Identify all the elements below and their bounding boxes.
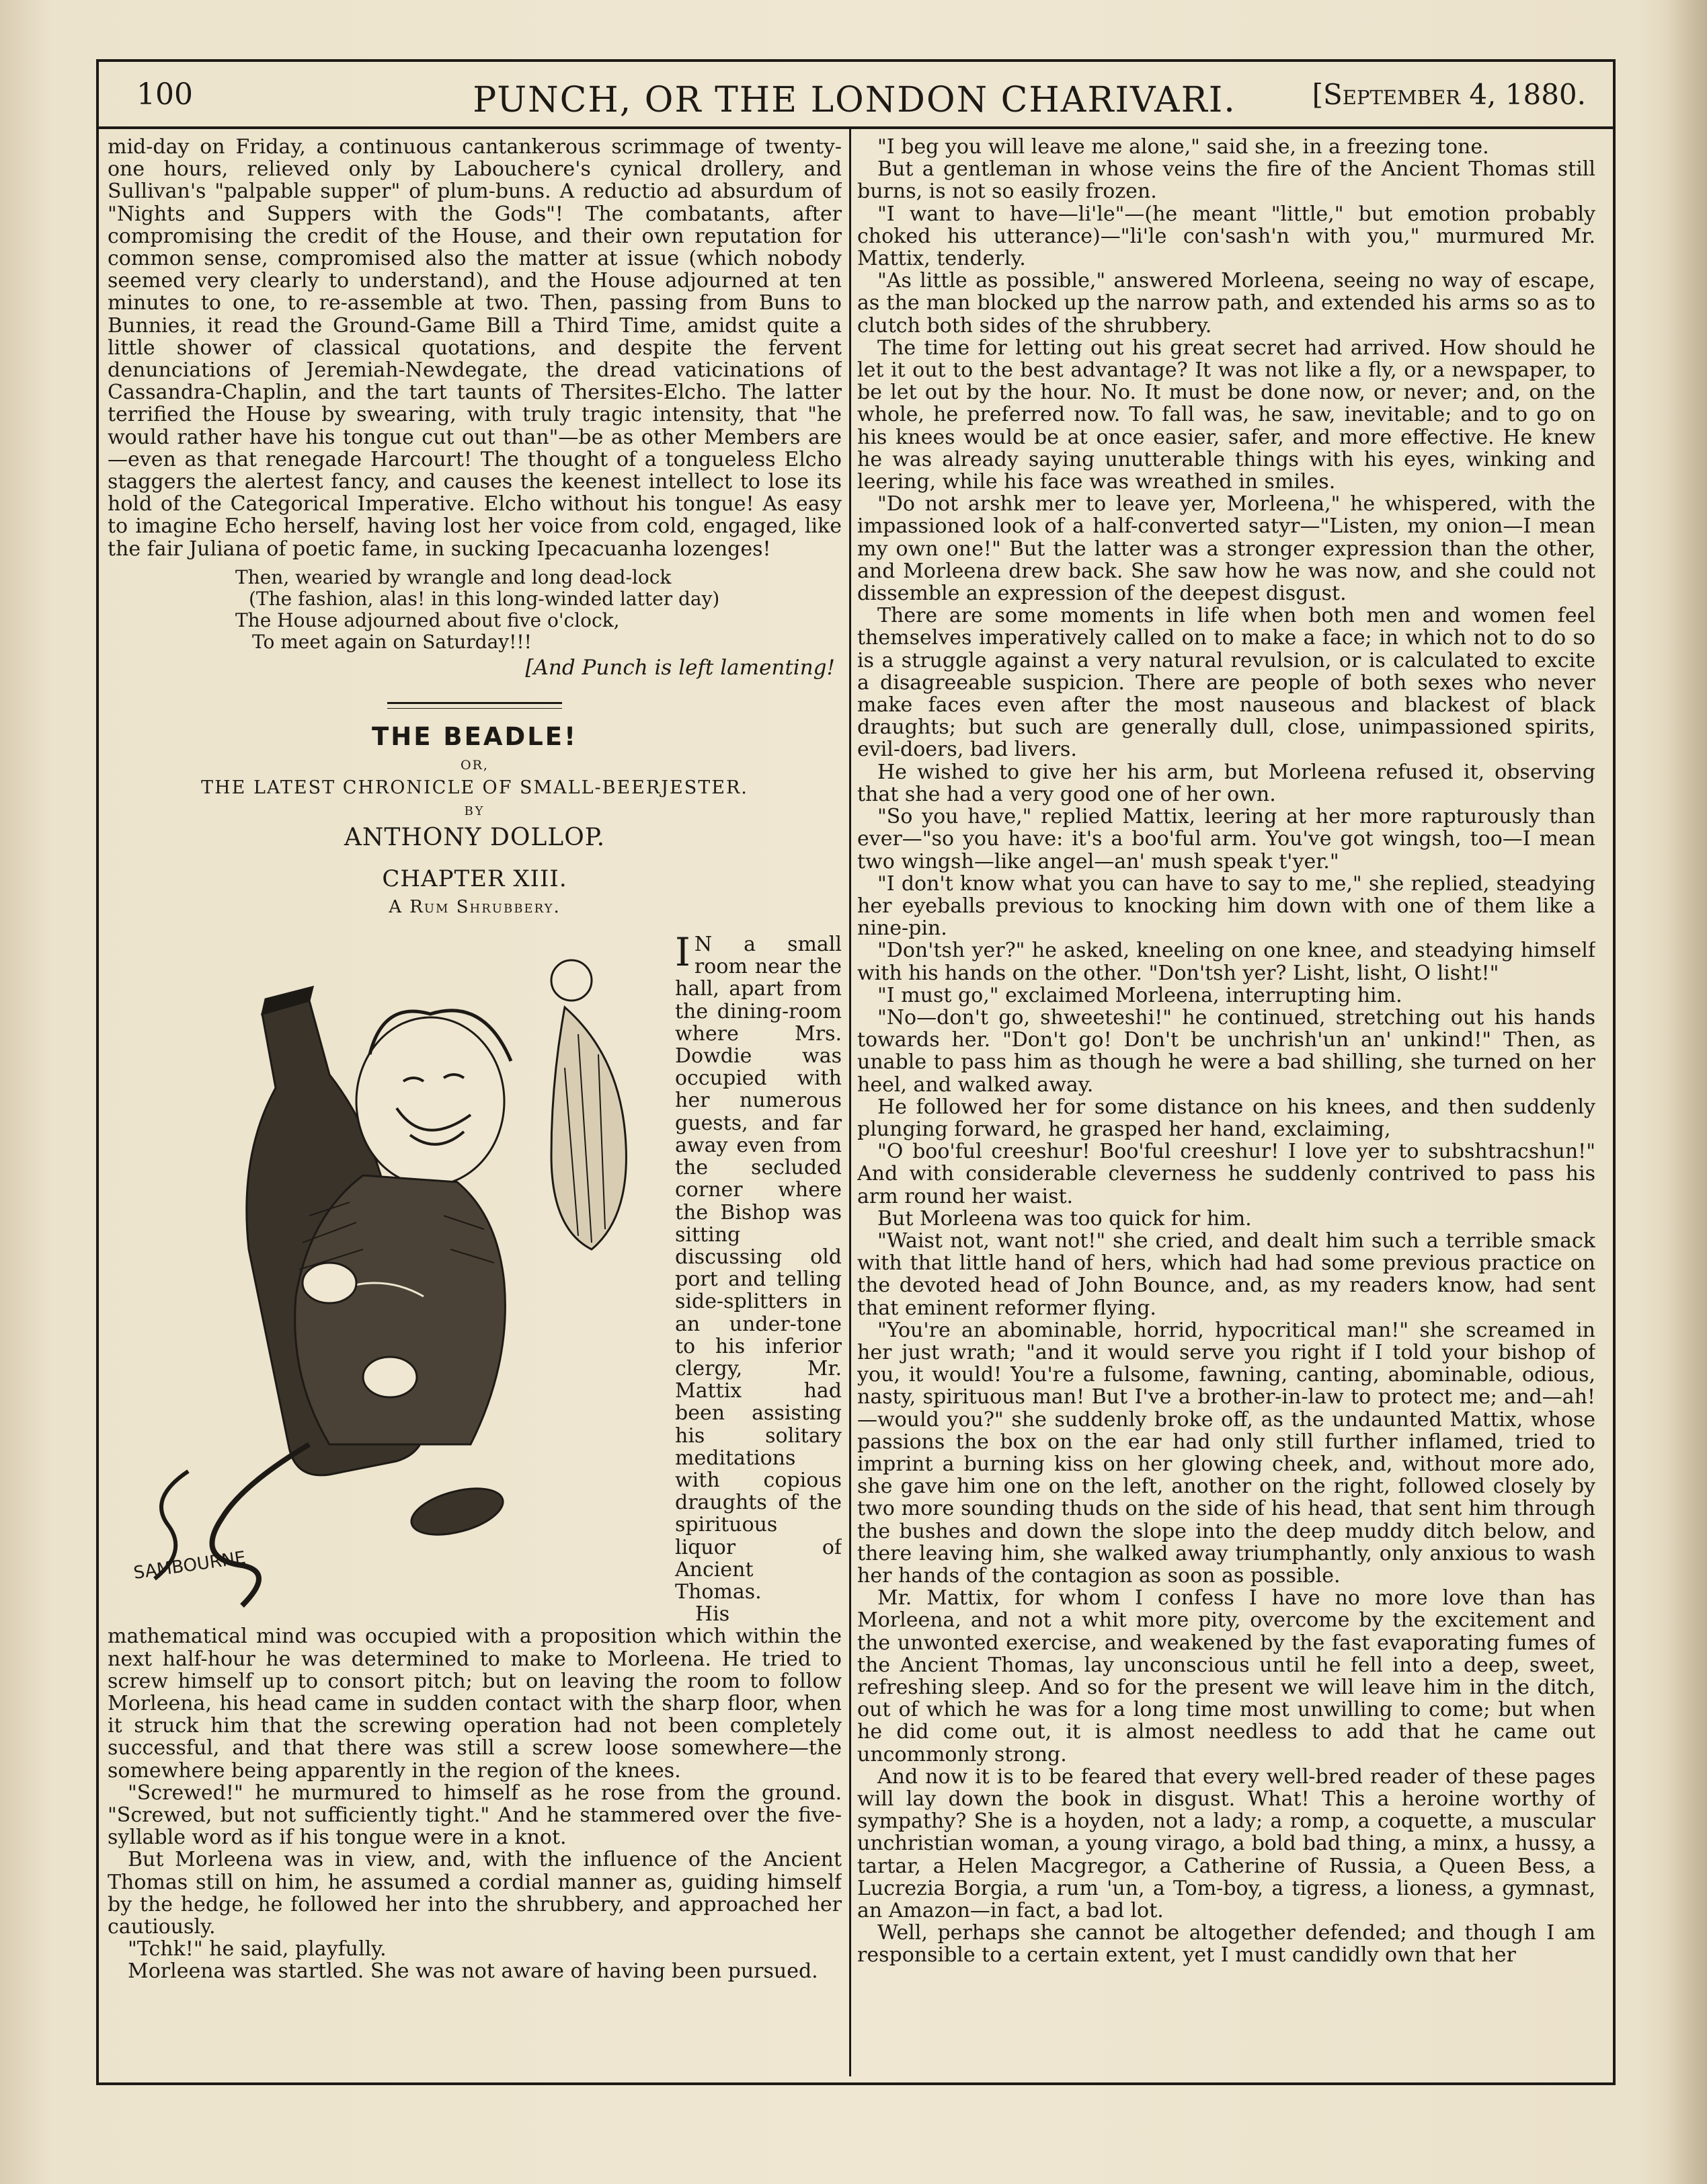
story-paragraph: "I must go," exclaimed Morleena, interrupting him. xyxy=(877,983,1402,1007)
chapter-opening-text: N a small room near the hall, apart from the dining-room where Mrs. Dowdie was occupied with her numerous guests, and far away even from the secluded corner where the Bishop was sitting discussing old port and telling side-splitters in an under-tone to his inferior clergy, Mr. Mattix had been assisting his solitary meditations with copious draughts of the spirituous liquor of Ancient Thomas. xyxy=(675,933,842,1604)
story-paragraph: Morleena was startled. She was not aware of having been pursued. xyxy=(128,1959,818,1984)
story-paragraph: His mathematical mind was occupied with a proposition which within the next half-hour he was determined to make to Morleena. He tried to screw himself up to consort pitch; but on leaving the room to follow Morleena, his head came in sudden contact with the sharp floor, when it struck him that the screwing operation had not been completely successful, and that there was still a screw loose somewhere—the somewhere being apparently in the region of the knees. xyxy=(108,1602,842,1783)
page-number: 100 xyxy=(136,77,193,112)
story-or: OR, xyxy=(461,758,489,773)
verse-line: Then, wearied by wrangle and long dead-lock xyxy=(235,566,672,588)
story-paragraph: He followed her for some distance on his knees, and then suddenly plunging forward, he grasped her hand, exclaiming, xyxy=(857,1095,1595,1141)
verse-tag: [And Punch is left lamenting! xyxy=(525,655,835,680)
story-paragraph: "Screwed!" he murmured to himself as he rose from the ground. "Screwed, but not sufficiently tight." And he stammered over the five-syllable word as if his tongue were in a knot. xyxy=(108,1781,842,1850)
story-author: ANTHONY DOLLOP. xyxy=(344,824,606,852)
story-paragraph: "I don't know what you can have to say to me," she replied, steadying her eyeballs previous to knocking him down with one of them like a nine-pin. xyxy=(857,871,1595,941)
issue-date: [September 4, 1880. xyxy=(1312,78,1586,111)
story-paragraph: But a gentleman in whose veins the fire of the Ancient Thomas still burns, is not so easily frozen. xyxy=(857,157,1595,204)
chapter-title: A Rum Shrubbery. xyxy=(389,897,561,918)
left-column xyxy=(108,136,842,2072)
drop-cap: I xyxy=(675,929,690,976)
section-rule xyxy=(387,702,562,709)
intro-paragraph: mid-day on Friday, a continuous cantankerous scrimmage of twenty-one hours, relieved only by Labouchere's cynical drollery, and Sullivan's "palpable supper" of plum-buns. A reductio ad absurdum of "Nights and Suppers with the Gods"! The combatants, after compromising the credit of the House, and their own reputation for common sense, compromised also the matter at issue (which nobody seemed very clearly to understand), and the House adjourned at ten minutes to one, to re-assemble at two. Then, passing from Buns to Bunnies, it read the Ground-Game Bill a Third Time, amidst quite a little shower of classical quotations, and despite the fervent denunciations of Jeremiah-Newdegate, the dread vaticinations of Cassandra-Chaplin, and the tart taunts of Thersites-Elcho. The latter terrified the House by swearing, with truly tragic intensity, that "he would rather have his tongue cut out than"—be as other Members are—even as that renegade Harcourt! The thought of a tongueless Elcho staggers the alertest fancy, and causes the keenest intellect to lose its hold of the Categorical Imperative. Elcho without his tongue! As easy to imagine Echo herself, having lost her voice from cold, engaged, like the fair Juliana of poetic fame, in sucking Ipecacuanha lozenges! xyxy=(108,136,842,561)
verse xyxy=(108,567,842,653)
story-paragraph: Well, perhaps she cannot be altogether defended; and though I am responsible to a certain extent, yet I must candidly own that her xyxy=(857,1921,1595,1967)
drunk-man-with-bottle-drawing xyxy=(108,933,666,1609)
story-paragraph: "As little as possible," answered Morleena, seeing no way of escape, as the man blocked up the narrow path, and extended his arms so as to clutch both sides of the shrubbery. xyxy=(857,269,1595,338)
cartoon-illustration xyxy=(108,933,666,1609)
story-subtitle: THE LATEST CHRONICLE OF SMALL-BEERJESTER. xyxy=(201,777,748,799)
story-paragraph: "I want to have—li'le"—(he meant "little," but emotion probably choked his utterance)—"li'le con'sash'n with you," murmured Mr. Mattix, tenderly. xyxy=(857,202,1595,271)
story-paragraph: But Morleena was too quick for him. xyxy=(877,1206,1252,1231)
verse-line: The House adjourned about five o'clock, xyxy=(235,609,620,631)
story-paragraph: "So you have," replied Mattix, leering at her more rapturously than ever—"so you have: it's a boo'ful arm. You've got wingsh, too—I mean two wingsh—like angel—an' mush speak t'yer." xyxy=(857,805,1595,873)
story-paragraph: And now it is to be feared that every well-bred reader of these pages will lay down the book in disgust. What! This a heroine worthy of sympathy? She is a hoyden, not a lady; a romp, a coquette, a muscular unchristian woman, a young virago, a bold bad thing, a minx, a hussy, a tartar, a Helen Macgregor, a Catherine of Russia, a Queen Bess, a Lucrezia Borgia, a rum 'un, a Tom-boy, a tigress, a lioness, a gymnast, an Amazon—in fact, a bad lot. xyxy=(857,1764,1595,1923)
column-divider xyxy=(849,129,851,2076)
story-paragraph: "Do not arshk mer to leave yer, Morleena," he whispered, with the impassioned look of a half-converted satyr—"Listen, my onion—I mean my own one!" But the latter was a stronger expression than the other, and Morleena drew back. She saw how he was now, and she could not dissemble an expression of the deepest disgust. xyxy=(857,492,1595,606)
chapter-heading: CHAPTER XIII. xyxy=(382,865,567,893)
story-by: BY xyxy=(464,804,485,819)
story-title: THE BEADLE! xyxy=(372,722,578,752)
story-paragraph: He wished to give her his arm, but Morleena refused it, observing that she had a very good one of her own. xyxy=(857,760,1595,806)
verse-line: To meet again on Saturday!!! xyxy=(252,630,532,653)
masthead: PUNCH, OR THE LONDON CHARIVARI. xyxy=(473,80,1236,120)
page-header xyxy=(96,62,1613,129)
story-paragraph: Mr. Mattix, for whom I confess I have no more love than has Morleena, and not a whit more pity, overcome by the excitement and the unwonted exercise, and weakened by the fast evaporating fumes of the Ancient Thomas, lay unconscious until he fell into a deep, sweet, refreshing sleep. And so for the present we will leave him in the ditch, out of which he was for a long time most unwilling to come; but when he did come out, it is almost needless to add that he came out uncommonly strong. xyxy=(857,1586,1595,1766)
story-paragraph: "Tchk!" he said, playfully. xyxy=(128,1937,387,1961)
story-paragraph: "I beg you will leave me alone," said she, in a freezing tone. xyxy=(877,136,1489,159)
story-paragraph: "Waist not, want not!" she cried, and dealt him such a terrible smack with that little hand of hers, which had had some previous practice on the devoted head of John Bounce, and, as my readers know, had sent that eminent reformer flying. xyxy=(857,1228,1595,1320)
page-edge-shadow xyxy=(1667,0,1707,2184)
verse-line: (The fashion, alas! in this long-winded latter day) xyxy=(249,587,720,610)
story-paragraph: The time for letting out his great secret had arrived. How should he let it out to the best advantage? It was not like a fly, or a newspaper, to be let out by the hour. No. It must be done now, or never; and, on the whole, he preferred now. To fall was, he saw, inevitable; and to go on his knees would be at once easier, safer, and more effective. He knew he was already saying unutterable things with his eyes, winking and leering, while his face was wreathed in smiles. xyxy=(857,336,1595,494)
story-paragraph: There are some moments in life when both men and women feel themselves imperatively called on to make a face; in which not to do so is a struggle against a very natural revulsion, or is calculated to excite a disagreeable suspicion. There are people of both sexes who never make faces even after the most nauseous and blackest of black draughts; but such are generally dull, close, unimpassioned spirits, evil-doers, bad livers. xyxy=(857,604,1595,762)
right-column xyxy=(857,136,1595,2072)
story-paragraph: "O boo'ful creeshur! Boo'ful creeshur! I love yer to subshtracshun!" And with considerable cleverness he suddenly contrived to pass his arm round her waist. xyxy=(857,1140,1595,1208)
story-paragraph: "No—don't go, shweeteshi!" he continued, stretching out his hands towards her. "Don't go! Don't be unchrish'un an' unkind!" Then, as unable to pass him as though he were a bad shilling, she turned on her heel, and walked away. xyxy=(857,1005,1595,1097)
story-paragraph: "Don'tsh yer?" he asked, kneeling on one knee, and steadying himself with his hands on the other. "Don'tsh yer? Lisht, lisht, O lisht!" xyxy=(857,939,1595,985)
story-paragraph: But Morleena was in view, and, with the influence of the Ancient Thomas still on him, he assumed a cordial manner as, guiding himself by the hedge, he followed her into the shrubbery, and approached her cautiously. xyxy=(108,1848,842,1939)
illustration-signature: SAMBOURNE xyxy=(132,1547,247,1584)
story-paragraph: "You're an abominable, horrid, hypocritical man!" she screamed in her just wrath; "and it would serve you right if I told your bishop of you, it would! You're a fulsome, fawning, canting, abominable, odious, nasty, spirituous man! But I've a brother-in-law to protect me; and—ah!—would you?" she suddenly broke off, as the undaunted Mattix, whose passions the box on the ear had only still further inflamed, tried to imprint a burning kiss on her glowing cheek, and, without more ado, she gave him one on the left, another on the right, followed closely by two more sounding thuds on the side of his head, that sent him through the bushes and down the slope into the deep muddy ditch below, and there leaving him, she walked away triumphantly, only anxious to wash her hands of the contagion as soon as possible. xyxy=(857,1318,1595,1588)
